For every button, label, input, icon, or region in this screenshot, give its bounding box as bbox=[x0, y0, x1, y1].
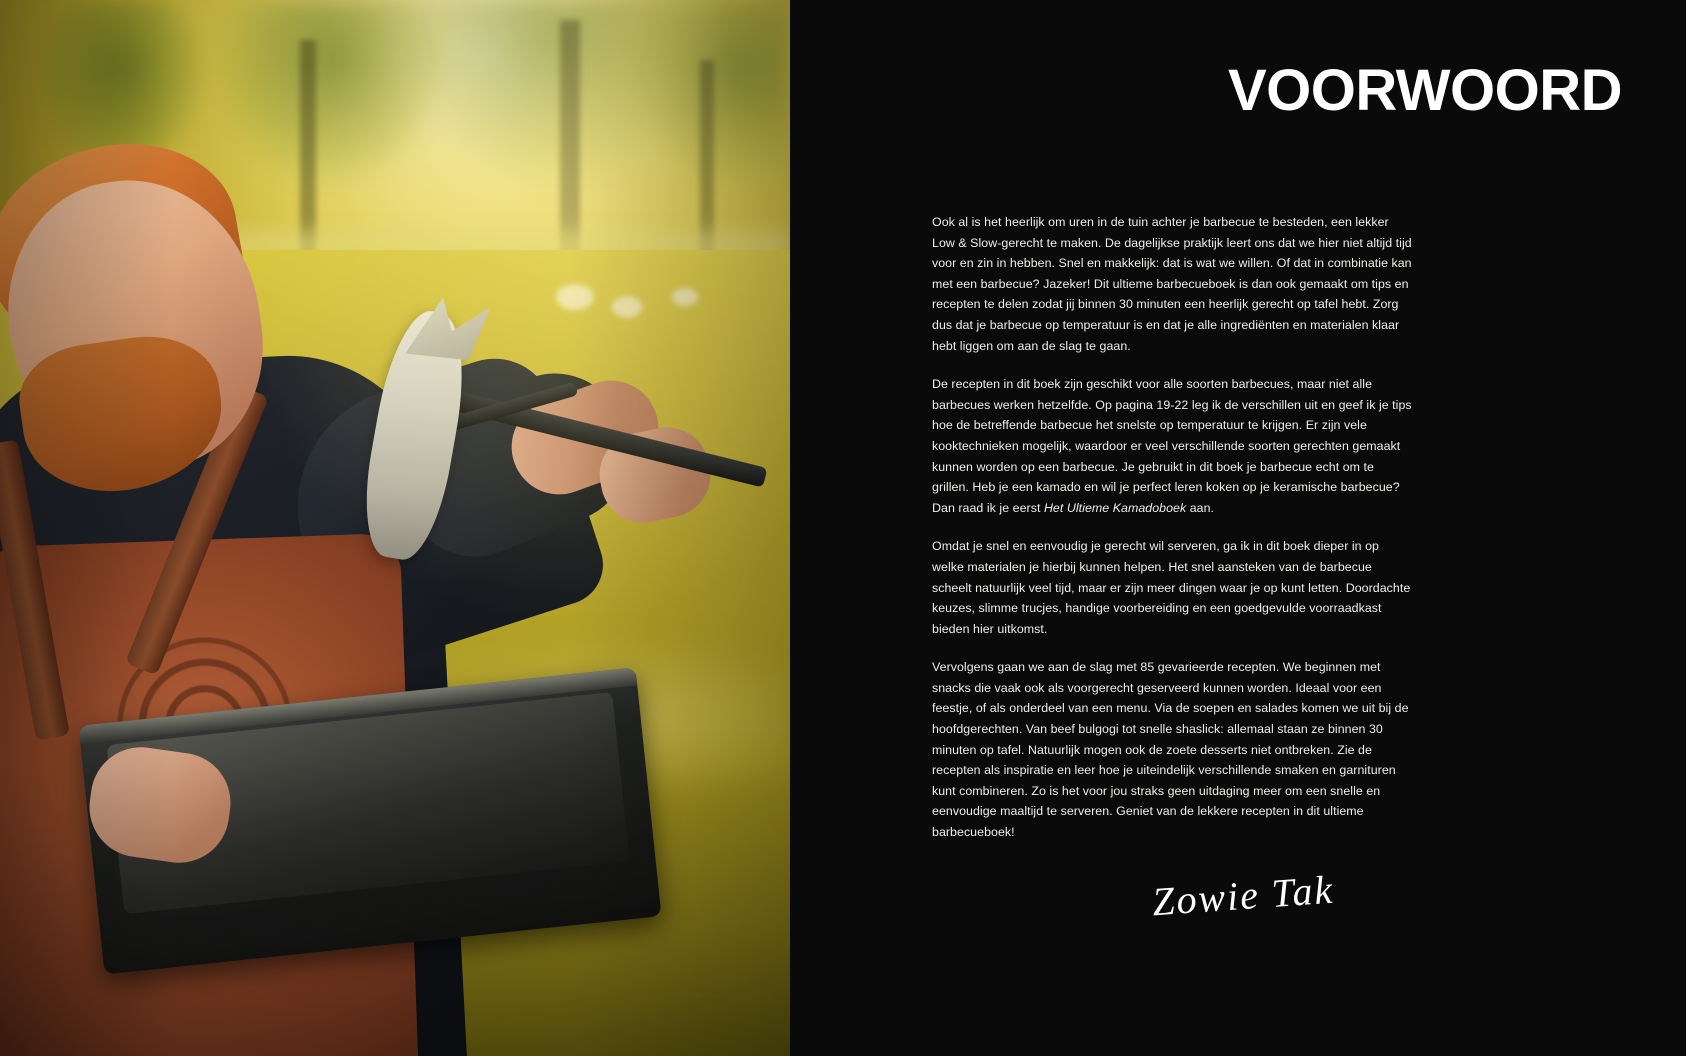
page-title: VOORWOORD bbox=[1228, 58, 1622, 123]
foreword-body bbox=[932, 212, 1414, 843]
paragraph-2 bbox=[932, 374, 1414, 518]
right-page-text bbox=[790, 0, 1686, 1056]
photograph bbox=[0, 0, 790, 1056]
paragraph-2-tail: aan. bbox=[1186, 500, 1215, 515]
book-title-reference: Het Ultieme Kamadoboek bbox=[1043, 500, 1187, 515]
paragraph-1: Ook al is het heerlijk om uren in de tuin achter je barbecue te besteden, een lekker Low & Slow-gerecht te maken. De dagelijkse praktijk leert ons dat we hier niet altijd tijd voor en zin in hebben. Snel en makkelijk: dat is wat we willen. Of dat in combinatie kan met een barbecue? Jazeker! Dit ultieme barbecueboek is dan ook gemaakt om tips en recepten te delen zodat jij binnen 30 minuten een heerlijk gerecht op tafel hebt. Zorg dus dat je barbecue op temperatuur is en dat je alle ingrediënten en materialen klaar hebt liggen om aan de slag te gaan. bbox=[932, 215, 1412, 353]
photo-subject bbox=[0, 60, 610, 1056]
paragraph-3: Omdat je snel en eenvoudig je gerecht wil serveren, ga ik in dit boek dieper in op welke materialen je hierbij kunnen helpen. Het snel aansteken van de barbecue scheelt natuurlijk veel tijd, maar er zijn meer dingen waar je op kunt letten. Doordachte keuzes, slimme trucjes, handige voorbereiding en een goedgevulde voorraadkast bieden hier uitkomst. bbox=[932, 539, 1411, 636]
photo-sheep bbox=[672, 288, 698, 306]
paragraph-2-text: De recepten in dit boek zijn geschikt voor alle soorten barbecues, maar niet alle barbecues werken hetzelfde. Op pagina 19-22 leg ik de verschillen uit en geef ik je tips hoe de betreffende barbecue het snelste op temperatuur te krijgen. Er zijn vele kooktechnieken mogelijk, waardoor er veel verschillende soorten gerechten gemaakt kunnen worden op een barbecue. Je gebruikt in dit boek je barbecue echt om te grillen. Heb je een kamado en wil je perfect leren koken op je keramische barbecue? Dan raad ik je eerst bbox=[932, 377, 1412, 515]
paragraph-4: Vervolgens gaan we aan de slag met 85 gevarieerde recepten. We beginnen met snacks die vaak ook als voorgerecht geserveerd kunnen worden. Ideaal voor een feestje, of als onderdeel van een menu. Via de soepen en salades komen we uit bij de hoofdgerechten. Van beef bulgogi tot snelle shaslick: allemaal staan ze binnen 30 minuten op tafel. Natuurlijk mogen ook de zoete desserts niet ontbreken. Zie de recepten als inspiratie en leer hoe je uiteindelijk verschillende smaken en garnituren kunt combineren. Zo is het voor jou straks geen uitdaging meer om een snelle en eenvoudige maaltijd te serveren. Geniet van de lekkere recepten in dit ultieme barbecueboek! bbox=[932, 660, 1409, 840]
left-page-photo bbox=[0, 0, 790, 1056]
photo-sheep bbox=[612, 296, 642, 318]
author-signature: Zowie Tak bbox=[1150, 866, 1336, 925]
